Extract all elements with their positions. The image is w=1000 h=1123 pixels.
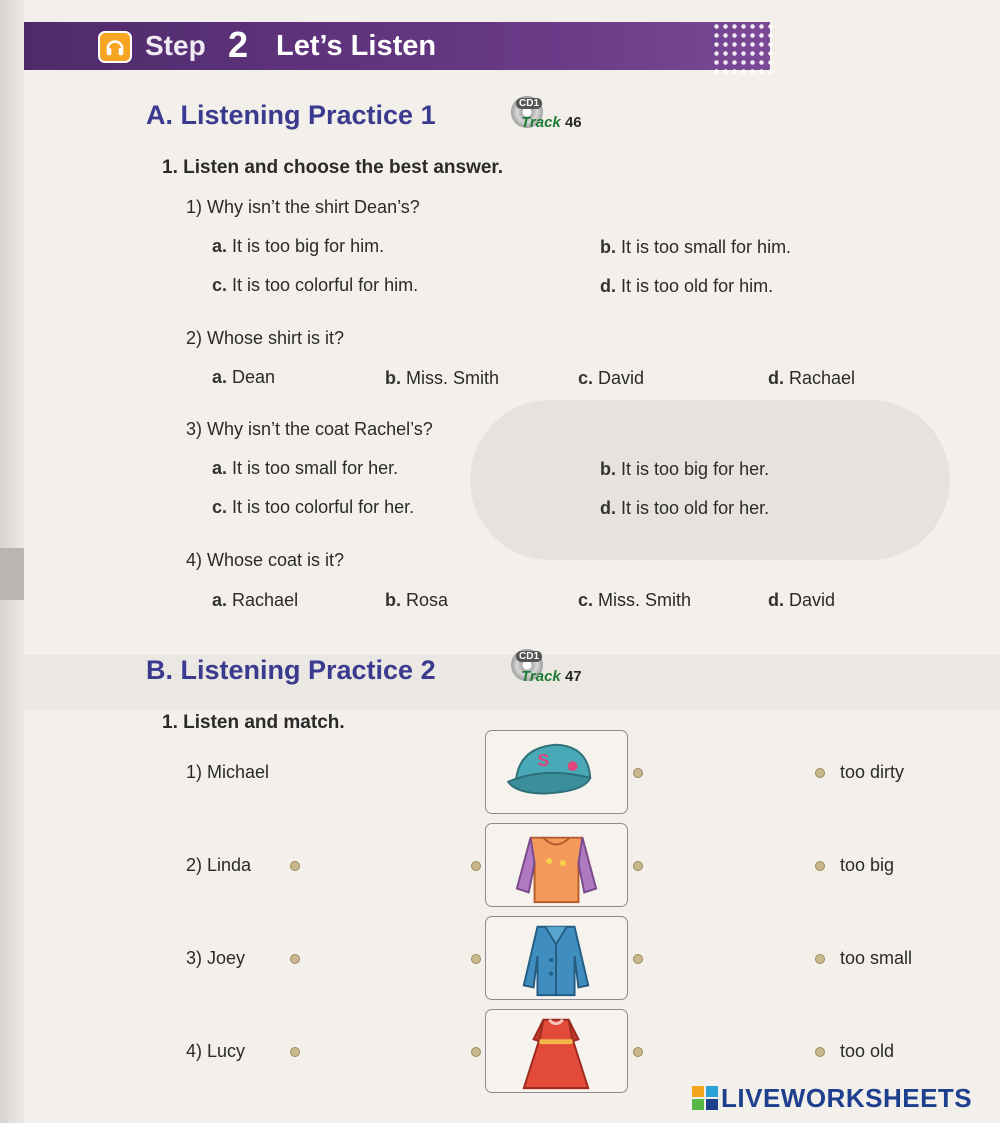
option-4a[interactable]: a. Rachael	[212, 590, 299, 610]
match-dot-picture-right-3[interactable]	[633, 954, 643, 964]
banner-dots-decoration	[712, 22, 774, 76]
match-dot-picture-right-1[interactable]	[633, 768, 643, 778]
option-2b[interactable]: b. Miss. Smith	[385, 368, 500, 388]
track-number: 46	[564, 114, 582, 131]
step-title: Let’s Listen	[276, 30, 437, 62]
step-label: Step	[145, 30, 206, 61]
coat-icon	[485, 916, 628, 1000]
cd-label: CD1	[516, 651, 542, 662]
match-description-2: too big	[840, 855, 895, 875]
spine-tab	[0, 548, 24, 600]
match-name-1: 1) Michael	[186, 762, 270, 782]
option-1a[interactable]: a. It is too big for him.	[212, 236, 385, 256]
liveworksheets-logo	[692, 1083, 972, 1114]
option-3a[interactable]: a. It is too small for her.	[212, 458, 399, 478]
option-2d[interactable]: d. Rachael	[768, 368, 856, 388]
sweater-icon	[485, 823, 628, 907]
section-b-title: B. Listening Practice 2	[146, 655, 436, 685]
question-2: 2) Whose shirt is it?	[186, 328, 345, 348]
option-2c[interactable]: c. David	[578, 368, 645, 388]
option-3c[interactable]: c. It is too colorful for her.	[212, 497, 415, 517]
match-description-1: too dirty	[840, 762, 905, 782]
match-dot-picture-left-3[interactable]	[471, 954, 481, 964]
track-word: Track	[521, 114, 561, 131]
option-4c[interactable]: c. Miss. Smith	[578, 590, 692, 610]
headphones-icon	[98, 31, 132, 63]
match-name-3: 3) Joey	[186, 948, 246, 968]
track-number: 47	[564, 668, 582, 685]
match-description-4: too old	[840, 1041, 895, 1061]
match-name-2: 2) Linda	[186, 855, 252, 875]
show-through-shape	[470, 400, 950, 560]
option-1d[interactable]: d. It is too old for him.	[600, 276, 774, 296]
match-dot-description-2[interactable]	[815, 861, 825, 871]
cap-icon	[485, 730, 628, 814]
question-1: 1) Why isn’t the shirt Dean’s?	[186, 197, 420, 217]
match-dot-name-4[interactable]	[290, 1047, 300, 1057]
option-1b[interactable]: b. It is too small for him.	[600, 237, 792, 257]
match-description-3: too small	[840, 948, 913, 968]
step-number: 2	[228, 24, 249, 65]
match-dot-description-1[interactable]	[815, 768, 825, 778]
option-4d[interactable]: d. David	[768, 590, 836, 610]
track-label	[521, 114, 582, 131]
match-dot-name-2[interactable]	[290, 861, 300, 871]
match-dot-picture-left-2[interactable]	[471, 861, 481, 871]
option-4b[interactable]: b. Rosa	[385, 590, 449, 610]
question-4: 4) Whose coat is it?	[186, 550, 345, 570]
dress-icon	[485, 1009, 628, 1093]
liveworksheets-brand: LIVEWORKSHEETS	[721, 1083, 973, 1113]
liveworksheets-mark-icon	[692, 1086, 718, 1110]
cap-letter: S	[537, 750, 550, 771]
option-3d[interactable]: d. It is too old for her.	[600, 498, 770, 518]
section-a-instruction: 1. Listen and choose the best answer.	[162, 157, 504, 178]
section-b-instruction: 1. Listen and match.	[162, 712, 345, 733]
cd-label: CD1	[516, 98, 542, 109]
match-dot-picture-right-4[interactable]	[633, 1047, 643, 1057]
match-name-4: 4) Lucy	[186, 1041, 246, 1061]
option-3b[interactable]: b. It is too big for her.	[600, 459, 770, 479]
match-dot-picture-left-4[interactable]	[471, 1047, 481, 1057]
option-2a[interactable]: a. Dean	[212, 367, 276, 387]
track-word: Track	[521, 668, 561, 685]
track-label	[521, 668, 582, 685]
match-dot-name-3[interactable]	[290, 954, 300, 964]
question-3: 3) Why isn’t the coat Rachel’s?	[186, 419, 433, 439]
option-1c[interactable]: c. It is too colorful for him.	[212, 275, 419, 295]
match-dot-picture-right-2[interactable]	[633, 861, 643, 871]
match-dot-description-3[interactable]	[815, 954, 825, 964]
section-a-title: A. Listening Practice 1	[146, 100, 436, 130]
match-dot-description-4[interactable]	[815, 1047, 825, 1057]
